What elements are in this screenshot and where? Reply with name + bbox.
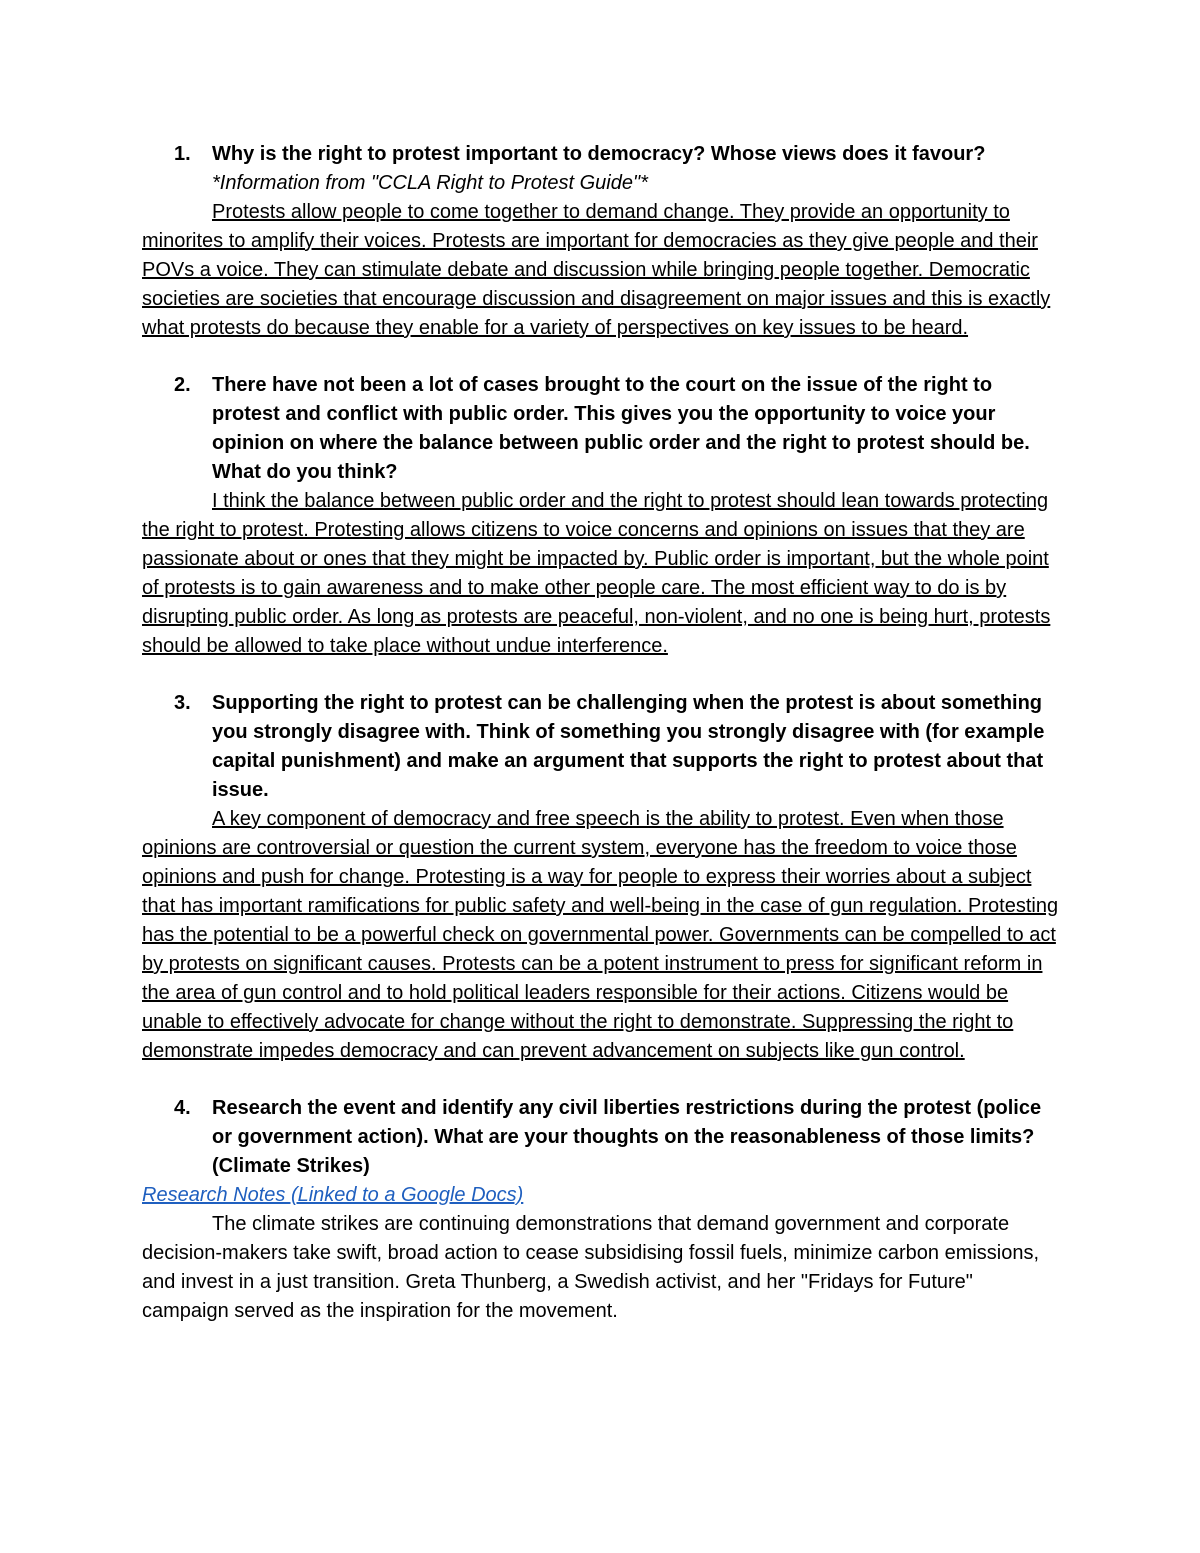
spacer bbox=[142, 661, 1062, 689]
question-3 bbox=[142, 689, 1062, 805]
answer-3: A key component of democracy and free speech is the ability to protest. Even when those opinions are controversial or question the current system, everyone has the freedom to voice those opinions and push for change. Protesting is a way for people to express their worries about a subject that has important ramifications for public safety and well-being in the case of gun regulation. Protesting has the potential to be a powerful check on governmental power. Governments can be compelled to act by protests on significant causes. Protests can be a potent instrument to press for significant reform in the area of gun control and to hold political leaders responsible for their actions. Citizens would be unable to effectively advocate for change without the right to demonstrate. Suppressing the right to demonstrate impedes democracy and can prevent advancement on subjects like gun control. bbox=[142, 808, 1059, 1062]
question-number: 2. bbox=[174, 374, 191, 396]
question-4 bbox=[142, 1094, 1062, 1181]
question-text: Research the event and identify any civil liberties restrictions during the protest (police or government action). What are your thoughts on the reasonableness of those limits?(Climate Strikes) bbox=[212, 1097, 1042, 1177]
source-citation: *Information from "CCLA Right to Protest Guide"* bbox=[212, 172, 648, 194]
question-number: 1. bbox=[174, 143, 191, 165]
answer-2: I think the balance between public order and the right to protest should lean towards protecting the right to protest. Protesting allows citizens to voice concerns and opinions on issues that they are passionate about or ones that they might be impacted by. Public order is important, but the whole point of protests is to gain awareness and to make other people care. The most efficient way to do is by disrupting public order. As long as protests are peaceful, non-violent, and no one is being hurt, protests should be allowed to take place without undue interference. bbox=[142, 490, 1051, 657]
answer-4: The climate strikes are continuing demonstrations that demand government and corporate decision-makers take swift, broad action to cease subsidising fossil fuels, minimize carbon emissions, and invest in a just transition. Greta Thunberg, a Swedish activist, and her "Fridays for Future" campaign served as the inspiration for the movement. bbox=[142, 1213, 1040, 1322]
question-1 bbox=[142, 140, 1062, 169]
spacer bbox=[142, 343, 1062, 371]
question-number: 4. bbox=[174, 1097, 191, 1119]
document-page bbox=[142, 140, 1062, 1326]
question-block-4 bbox=[142, 1094, 1062, 1326]
question-text: Supporting the right to protest can be challenging when the protest is about something you strongly disagree with. Think of something you strongly disagree with (for example capital punishment) and make an argument that supports the right to protest about that issue. bbox=[212, 692, 1045, 801]
question-text: There have not been a lot of cases brought to the court on the issue of the right to protest and conflict with public order. This gives you the opportunity to voice your opinion on where the balance between public order and the right to protest should be. What do you think? bbox=[212, 374, 1030, 483]
question-block-3 bbox=[142, 689, 1062, 1066]
research-notes-link[interactable]: Research Notes (Linked to a Google Docs) bbox=[142, 1184, 524, 1206]
question-block-2 bbox=[142, 371, 1062, 661]
question-text: Why is the right to protest important to democracy? Whose views does it favour? bbox=[212, 143, 986, 165]
answer-1: Protests allow people to come together to demand change. They provide an opportunity to minorites to amplify their voices. Protests are important for democracies as they give people and their POVs a voice. They can stimulate debate and discussion while bringing people together. Democratic societies are societies that encourage discussion and disagreement on major issues and this is exactly what protests do because they enable for a variety of perspectives on key issues to be heard. bbox=[142, 201, 1051, 339]
question-block-1 bbox=[142, 140, 1062, 343]
question-2 bbox=[142, 371, 1062, 487]
question-number: 3. bbox=[174, 692, 191, 714]
spacer bbox=[142, 1066, 1062, 1094]
